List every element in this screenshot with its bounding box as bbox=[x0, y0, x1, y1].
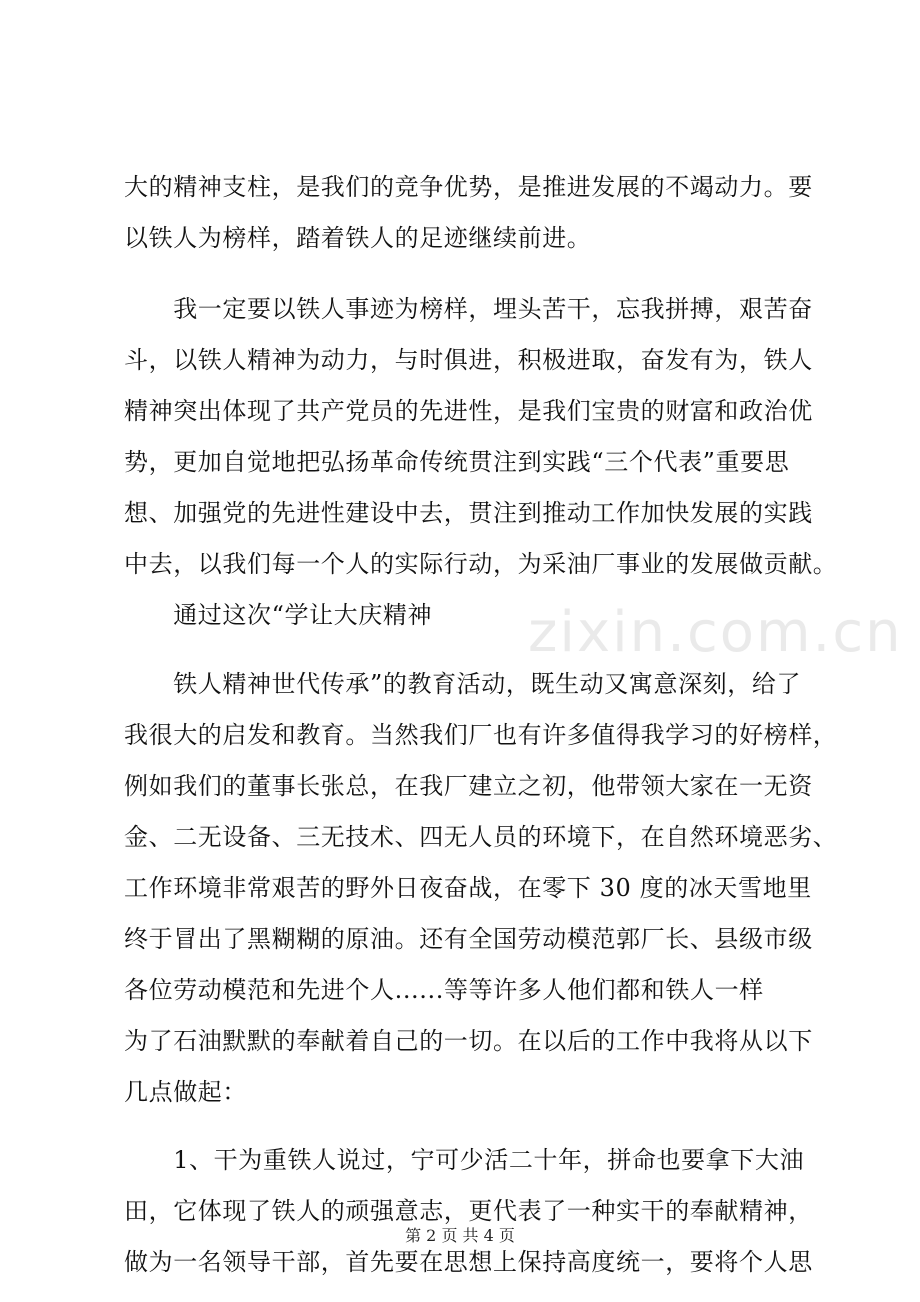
text-line: 各位劳动模范和先进个人......等等许多人他们都和铁人一样 bbox=[124, 976, 764, 1004]
text-line: 势，更加自觉地把弘扬革命传统贯注到实践“三个代表”重要思 bbox=[124, 448, 790, 476]
text-line: 通过这次“学让大庆精神 bbox=[124, 601, 433, 629]
text-line: 几点做起： bbox=[124, 1078, 247, 1106]
text-line: 做为一名领导干部，首先要在思想上保持高度统一，要将个人思 bbox=[124, 1248, 813, 1276]
text-line: 例如我们的董事长张总，在我厂建立之初，他带领大家在一无资 bbox=[124, 772, 813, 800]
text-line: 精神突出体现了共产党员的先进性，是我们宝贵的财富和政治优 bbox=[124, 397, 813, 425]
text-line: 以铁人为榜样，踏着铁人的足迹继续前进。 bbox=[124, 224, 592, 252]
text-line: 铁人精神世代传承”的教育活动，既生动又寓意深刻，给了 bbox=[124, 670, 802, 698]
text-line: 工作环境非常艰苦的野外日夜奋战，在零下 30 度的冰天雪地里 bbox=[124, 874, 812, 902]
text-line: 为了石油默默的奉献着自己的一切。在以后的工作中我将从以下 bbox=[124, 1027, 813, 1055]
text-line: 大的精神支柱，是我们的竞争优势，是推进发展的不竭动力。要 bbox=[124, 173, 813, 201]
text-line: 我一定要以铁人事迹为榜样，埋头苦干，忘我拼搏，艰苦奋 bbox=[124, 295, 813, 323]
text-line: 想、加强党的先进性建设中去，贯注到推动工作加快发展的实践 bbox=[124, 499, 813, 527]
text-line: 斗，以铁人精神为动力，与时俱进，积极进取，奋发有为，铁人 bbox=[124, 346, 813, 374]
text-line: 田，它体现了铁人的顽强意志，更代表了一种实干的奉献精神， bbox=[124, 1197, 813, 1225]
text-line: 金、二无设备、三无技术、四无人员的环境下，在自然环境恶劣、 bbox=[124, 823, 838, 851]
text-line: 中去，以我们每一个人的实际行动，为采油厂事业的发展做贡献。 bbox=[124, 550, 838, 578]
page-footer: 第 2 页 共 4 页 bbox=[405, 1226, 515, 1245]
text-line: 1、干为重铁人说过，宁可少活二十年，拼命也要拿下大油 bbox=[124, 1146, 805, 1174]
watermark: zixin.com.cn bbox=[528, 600, 903, 665]
text-line: 我很大的启发和教育。当然我们厂也有许多值得我学习的好榜样， bbox=[124, 721, 838, 749]
text-line: 终于冒出了黑糊糊的原油。还有全国劳动模范郭厂长、县级市级 bbox=[124, 925, 813, 953]
